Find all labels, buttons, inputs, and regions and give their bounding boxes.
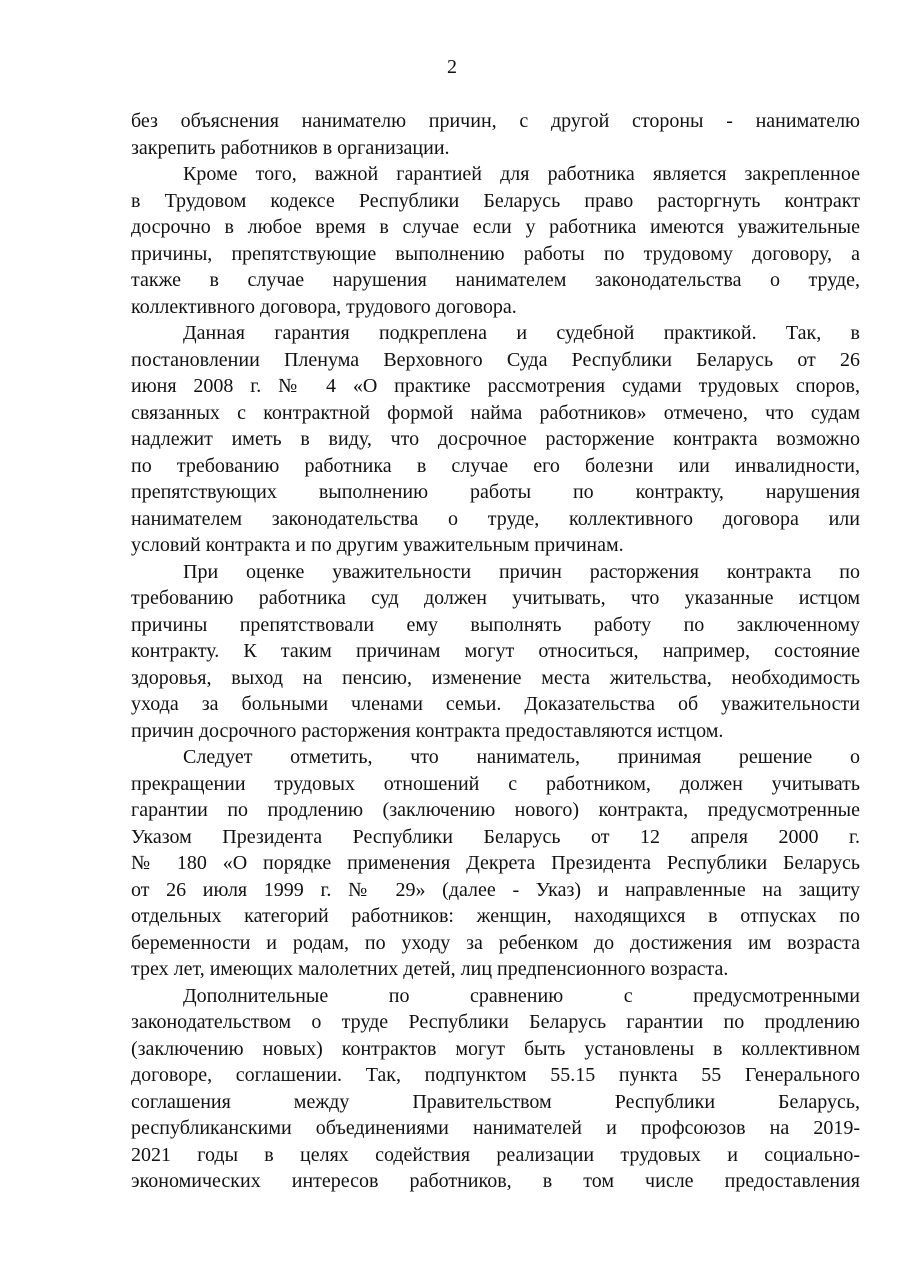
text-line: здоровья, выход на пенсию, изменение места жительства, необходимость bbox=[131, 666, 860, 689]
text-line: постановлении Пленума Верховного Суда Республики Беларусь от 26 bbox=[131, 348, 860, 371]
text-line: республиканскими объединениями нанимателей и профсоюзов на 2019- bbox=[131, 1117, 860, 1139]
text-line: Указом Президента Республики Беларусь от 12 апреля 2000 г. bbox=[131, 825, 860, 848]
text-line: без объяснения нанимателю причин, с другой стороны - нанимателю bbox=[131, 110, 860, 132]
paragraph bbox=[131, 108, 860, 161]
text-line: нанимателем законодательства о труде, коллективного договора или bbox=[131, 507, 860, 530]
text-line: гарантии по продлению (заключению нового) контракта, предусмотренные bbox=[131, 799, 860, 821]
paragraph bbox=[131, 320, 860, 559]
text-line: коллективного договора, трудового договора. bbox=[131, 295, 517, 318]
text-line: ухода за больными членами семьи. Доказательства об уважительности bbox=[131, 693, 860, 715]
text-line: трех лет, имеющих малолетних детей, лиц предпенсионного возраста. bbox=[131, 958, 729, 980]
text-line: также в случае нарушения нанимателем законодательства о труде, bbox=[131, 269, 860, 291]
text-line: прекращении трудовых отношений с работником, должен учитывать bbox=[131, 772, 860, 795]
text-line: причин досрочного расторжения контракта предоставляются истцом. bbox=[131, 719, 724, 742]
text-line: причины препятствовали ему выполнять работу по заключенному bbox=[131, 613, 860, 636]
document-body bbox=[131, 108, 860, 1195]
text-line: контракту. К таким причинам могут относиться, например, состояние bbox=[131, 640, 860, 662]
text-line: причины, препятствующие выполнению работы по трудовому договору, а bbox=[131, 242, 860, 265]
text-line: 2021 годы в целях содействия реализации трудовых и социально- bbox=[131, 1143, 860, 1166]
text-line: июня 2008 г. № 4 «О практике рассмотрения судами трудовых споров, bbox=[131, 375, 860, 397]
text-line: надлежит иметь в виду, что досрочное расторжение контракта возможно bbox=[131, 428, 860, 450]
text-line: отдельных категорий работников: женщин, находящихся в отпусках по bbox=[131, 905, 860, 927]
text-line: экономических интересов работников, в том числе предоставления bbox=[131, 1170, 860, 1192]
text-line: в Трудовом кодексе Республики Беларусь право расторгнуть контракт bbox=[131, 189, 860, 212]
paragraph bbox=[131, 744, 860, 983]
text-line: Следует отметить, что наниматель, принимая решение о bbox=[183, 746, 860, 768]
paragraph bbox=[131, 983, 860, 1195]
text-line: законодательством о труде Республики Беларусь гарантии по продлению bbox=[131, 1011, 860, 1033]
text-line: требованию работника суд должен учитывать, что указанные истцом bbox=[131, 587, 860, 609]
text-line: закрепить работников в организации. bbox=[131, 136, 450, 159]
text-line: по требованию работника в случае его болезни или инвалидности, bbox=[131, 454, 860, 477]
text-line: При оценке уважительности причин расторжения контракта по bbox=[183, 560, 860, 583]
text-line: Данная гарантия подкреплена и судебной практикой. Так, в bbox=[183, 322, 860, 344]
text-line: договоре, соглашении. Так, подпунктом 55.15 пункта 55 Генерального bbox=[131, 1064, 860, 1086]
text-line: Дополнительные по сравнению с предусмотренными bbox=[183, 984, 860, 1007]
text-line: соглашения между Правительством Республики Беларусь, bbox=[131, 1090, 860, 1113]
text-line: (заключению новых) контрактов могут быть установлены в коллективном bbox=[131, 1037, 860, 1060]
text-line: связанных с контрактной формой найма работников» отмечено, что судам bbox=[131, 401, 860, 424]
text-line: Кроме того, важной гарантией для работника является закрепленное bbox=[183, 163, 860, 185]
page-number: 2 bbox=[447, 56, 457, 78]
text-line: препятствующих выполнению работы по контракту, нарушения bbox=[131, 481, 860, 503]
text-line: № 180 «О порядке применения Декрета Президента Республики Беларусь bbox=[131, 852, 860, 874]
paragraph bbox=[131, 161, 860, 320]
text-line: беременности и родам, по уходу за ребенком до достижения им возраста bbox=[131, 931, 860, 954]
text-line: условий контракта и по другим уважительным причинам. bbox=[131, 534, 624, 556]
text-line: от 26 июля 1999 г. № 29» (далее - Указ) и направленные на защиту bbox=[131, 878, 860, 901]
text-line: досрочно в любое время в случае если у работника имеются уважительные bbox=[131, 216, 860, 238]
paragraph bbox=[131, 559, 860, 745]
